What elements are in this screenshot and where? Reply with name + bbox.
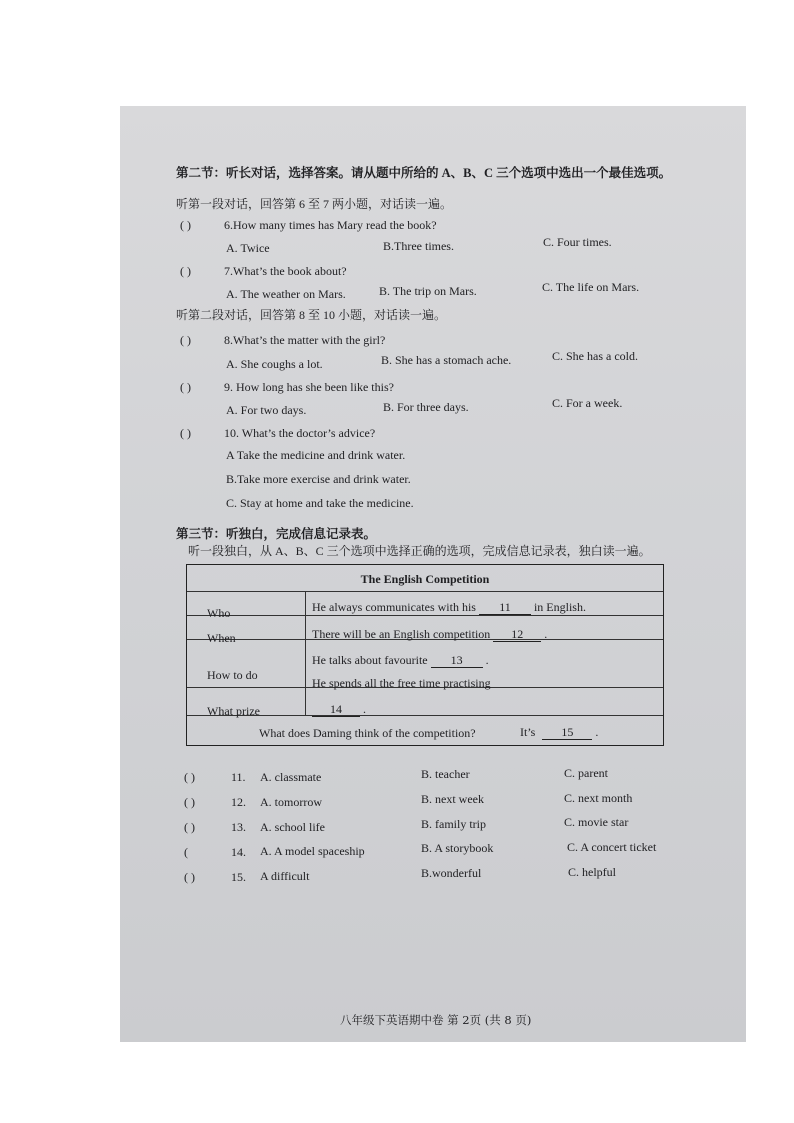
answer-paren-13[interactable]: ( ) (184, 820, 195, 834)
q12-option-b: B. next week (421, 792, 484, 806)
row-how-content-1: He talks about favourite 13 . (312, 653, 489, 667)
answer-paren-12[interactable]: ( ) (184, 795, 195, 809)
answer-paren-15[interactable]: ( ) (184, 870, 195, 884)
q8-option-a: A. She coughs a lot. (226, 357, 323, 371)
q15-option-a: A difficult (260, 869, 310, 883)
q14-option-c: C. A concert ticket (567, 840, 657, 854)
q6-option-c: C. Four times. (543, 235, 612, 249)
table-divider (187, 591, 663, 592)
q6-option-b: B.Three times. (383, 239, 454, 253)
question-7-stem: 7.What’s the book about? (224, 264, 347, 278)
section3-title: 第三节：听独白，完成信息记录表。 (176, 527, 377, 541)
blank-11[interactable]: 11 (479, 600, 531, 615)
answer-paren-9[interactable]: ( ) (180, 380, 191, 394)
table-divider (187, 615, 663, 616)
q9-option-c: C. For a week. (552, 396, 623, 410)
q11-option-a: A. classmate (260, 770, 322, 784)
row-prize-content: 14 . (312, 702, 366, 717)
q10-option-c: C. Stay at home and take the medicine. (226, 496, 414, 510)
q7-option-a: A. The weather on Mars. (226, 287, 346, 301)
table-title: The English Competition (360, 572, 490, 586)
row-label-how: How to do (207, 668, 258, 682)
question-10-stem: 10. What’s the doctor’s advice? (224, 426, 376, 440)
row-how-content-2: He spends all the free time practising (312, 676, 491, 690)
q11-option-c: C. parent (564, 766, 608, 780)
question-14-number: 14. (231, 845, 246, 859)
section2-title: 第二节：听长对话，选择答案。请从题中所给的 A、B、C 三个选项中选出一个最佳选项。 (176, 166, 672, 180)
bottom-answer: It’s 15 . (520, 725, 599, 739)
q13-option-b: B. family trip (421, 817, 486, 831)
q9-option-a: A. For two days. (226, 403, 307, 417)
q8-option-c: C. She has a cold. (552, 349, 638, 363)
question-12-number: 12. (231, 795, 246, 809)
q6-option-a: A. Twice (226, 241, 270, 255)
answer-paren-14[interactable]: ( (184, 845, 188, 859)
q12-option-a: A. tomorrow (260, 795, 322, 809)
row-when-content: There will be an English competition 12 . (312, 627, 548, 641)
row-label-when: When (207, 631, 236, 645)
answer-paren-8[interactable]: ( ) (180, 333, 191, 347)
row-label-who: Who (207, 606, 231, 620)
answer-paren-10[interactable]: ( ) (180, 426, 191, 440)
question-9-stem: 9. How long has she been like this? (224, 380, 394, 394)
q15-option-b: B.wonderful (421, 866, 482, 880)
question-13-number: 13. (231, 820, 246, 834)
q7-option-c: C. The life on Mars. (542, 280, 640, 294)
dialog2-intro: 听第二段对话，回答第 8 至 10 小题，对话读一遍。 (176, 308, 447, 322)
row-label-prize: What prize (207, 704, 260, 718)
question-11-number: 11. (231, 770, 246, 784)
q10-option-a: A Take the medicine and drink water. (226, 448, 406, 462)
question-15-number: 15. (231, 870, 246, 884)
answer-paren-6[interactable]: ( ) (180, 218, 191, 232)
info-record-table (186, 564, 664, 746)
page-footer: 八年级下英语期中卷 第 2页 (共 8 页) (340, 1013, 532, 1027)
dialog1-intro: 听第一段对话，回答第 6 至 7 两小题，对话读一遍。 (176, 197, 453, 211)
q14-option-b: B. A storybook (421, 841, 494, 855)
blank-12[interactable]: 12 (493, 627, 541, 642)
blank-13[interactable]: 13 (431, 653, 483, 668)
blank-15[interactable]: 15 (542, 725, 592, 740)
q9-option-b: B. For three days. (383, 400, 469, 414)
q14-option-a: A. A model spaceship (260, 844, 365, 858)
question-8-stem: 8.What’s the matter with the girl? (224, 333, 386, 347)
q15-option-c: C. helpful (568, 865, 616, 879)
row-who-content: He always communicates with his 11 in English. (312, 600, 586, 614)
q12-option-c: C. next month (564, 791, 633, 805)
q7-option-b: B. The trip on Mars. (379, 284, 477, 298)
bottom-question: What does Daming think of the competition? (259, 726, 476, 740)
q11-option-b: B. teacher (421, 767, 470, 781)
table-column-divider (305, 591, 306, 715)
question-6-stem: 6.How many times has Mary read the book? (224, 218, 437, 232)
q10-option-b: B.Take more exercise and drink water. (226, 472, 411, 486)
section3-intro: 听一段独白，从 A、B、C 三个选项中选择正确的选项，完成信息记录表，独白读一遍。 (188, 544, 651, 558)
q13-option-a: A. school life (260, 820, 325, 834)
blank-14[interactable]: 14 (312, 702, 360, 717)
q8-option-b: B. She has a stomach ache. (381, 353, 512, 367)
q13-option-c: C. movie star (564, 815, 629, 829)
answer-paren-11[interactable]: ( ) (184, 770, 195, 784)
answer-paren-7[interactable]: ( ) (180, 264, 191, 278)
